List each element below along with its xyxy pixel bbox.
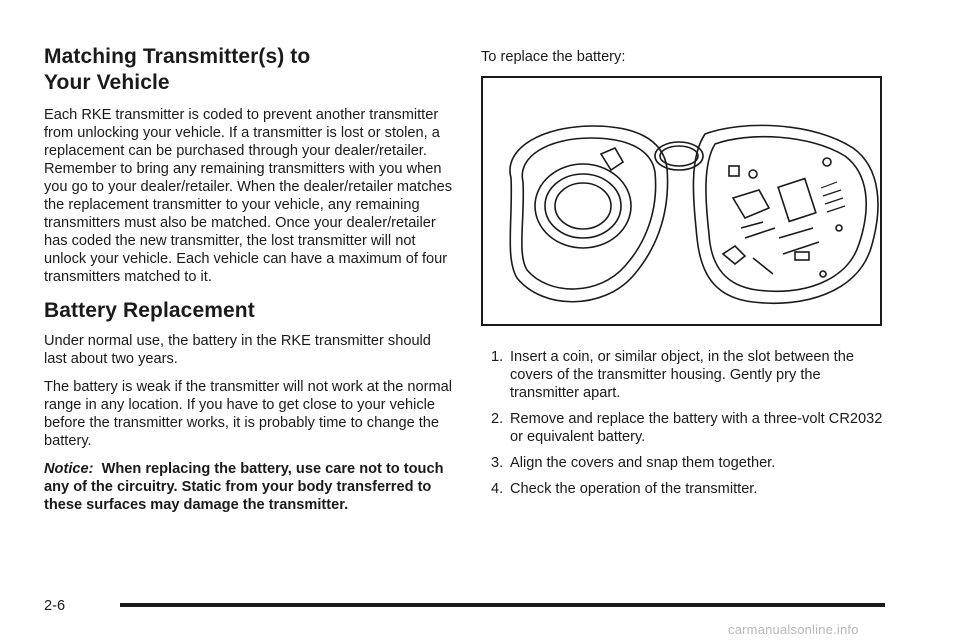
- step-text: Insert a coin, or similar object, in the slot between the covers of the transmitter housing. Gently pry the transmitter apart.: [510, 349, 854, 401]
- footer-divider: [120, 603, 885, 607]
- left-column: [44, 44, 454, 524]
- title-line-2: Your Vehicle: [44, 71, 170, 94]
- step-number: 2.: [491, 411, 504, 427]
- coin-battery: [535, 164, 631, 248]
- list-item: [481, 480, 886, 498]
- notice-text: When replacing the battery, use care not to touch any of the circuitry. Static from your body transferred to these surfaces may damage the transmitter.: [44, 461, 444, 513]
- weak-battery-paragraph: The battery is weak if the transmitter will not work at the normal range in any location. If you have to get close to your vehicle before the transmitter works, it is probably time to change the battery.: [44, 379, 452, 449]
- right-column: [481, 44, 886, 506]
- title-line-1: Matching Transmitter(s) to: [44, 45, 311, 68]
- watermark: carmanualsonline.info: [728, 622, 859, 637]
- transmitter-illustration: [481, 76, 882, 326]
- circuit-traces: [733, 190, 819, 274]
- list-item: [481, 410, 886, 446]
- page-number: 2-6: [44, 598, 66, 614]
- replace-battery-intro: To replace the battery:: [481, 49, 626, 65]
- section-title-battery-replacement: Battery Replacement: [44, 299, 255, 322]
- list-item: [481, 454, 886, 472]
- left-cover-inner: [522, 138, 656, 289]
- step-number: 3.: [491, 455, 504, 471]
- circuit-chip: [778, 179, 816, 222]
- notice-paragraph: [44, 460, 454, 514]
- battery-life-paragraph: Under normal use, the battery in the RKE transmitter should last about two years.: [44, 333, 431, 367]
- right-cover-outline: [693, 125, 878, 303]
- matching-body-paragraph: Each RKE transmitter is coded to prevent another transmitter from unlocking your vehicle. If a transmitter is lost or stolen, a replacement can be purchased through your dealer/retailer. Remember to bring any remaining transmitters with you when you go to your dealer/retailer. When the dealer/retailer matches the replacement transmitter to your vehicle, any remaining transmitters must also be matched. Once your dealer/retailer has coded the new transmitter, the lost transmitter will not unlock your vehicle. Each vehicle can have a maximum of four transmitters matched to it.: [44, 107, 453, 285]
- battery-clip: [601, 148, 623, 170]
- step-text: Check the operation of the transmitter.: [510, 481, 758, 497]
- step-number: 4.: [491, 481, 504, 497]
- open-transmitter-drawing: [483, 78, 880, 324]
- step-number: 1.: [491, 349, 504, 365]
- section-title-matching-transmitters: [44, 44, 454, 96]
- step-text: Align the covers and snap them together.: [510, 455, 776, 471]
- battery-steps-list: [481, 348, 886, 498]
- step-text: Remove and replace the battery with a three-volt CR2032 or equivalent battery.: [510, 411, 883, 445]
- list-item: [481, 348, 886, 402]
- notice-label: Notice:: [44, 461, 94, 477]
